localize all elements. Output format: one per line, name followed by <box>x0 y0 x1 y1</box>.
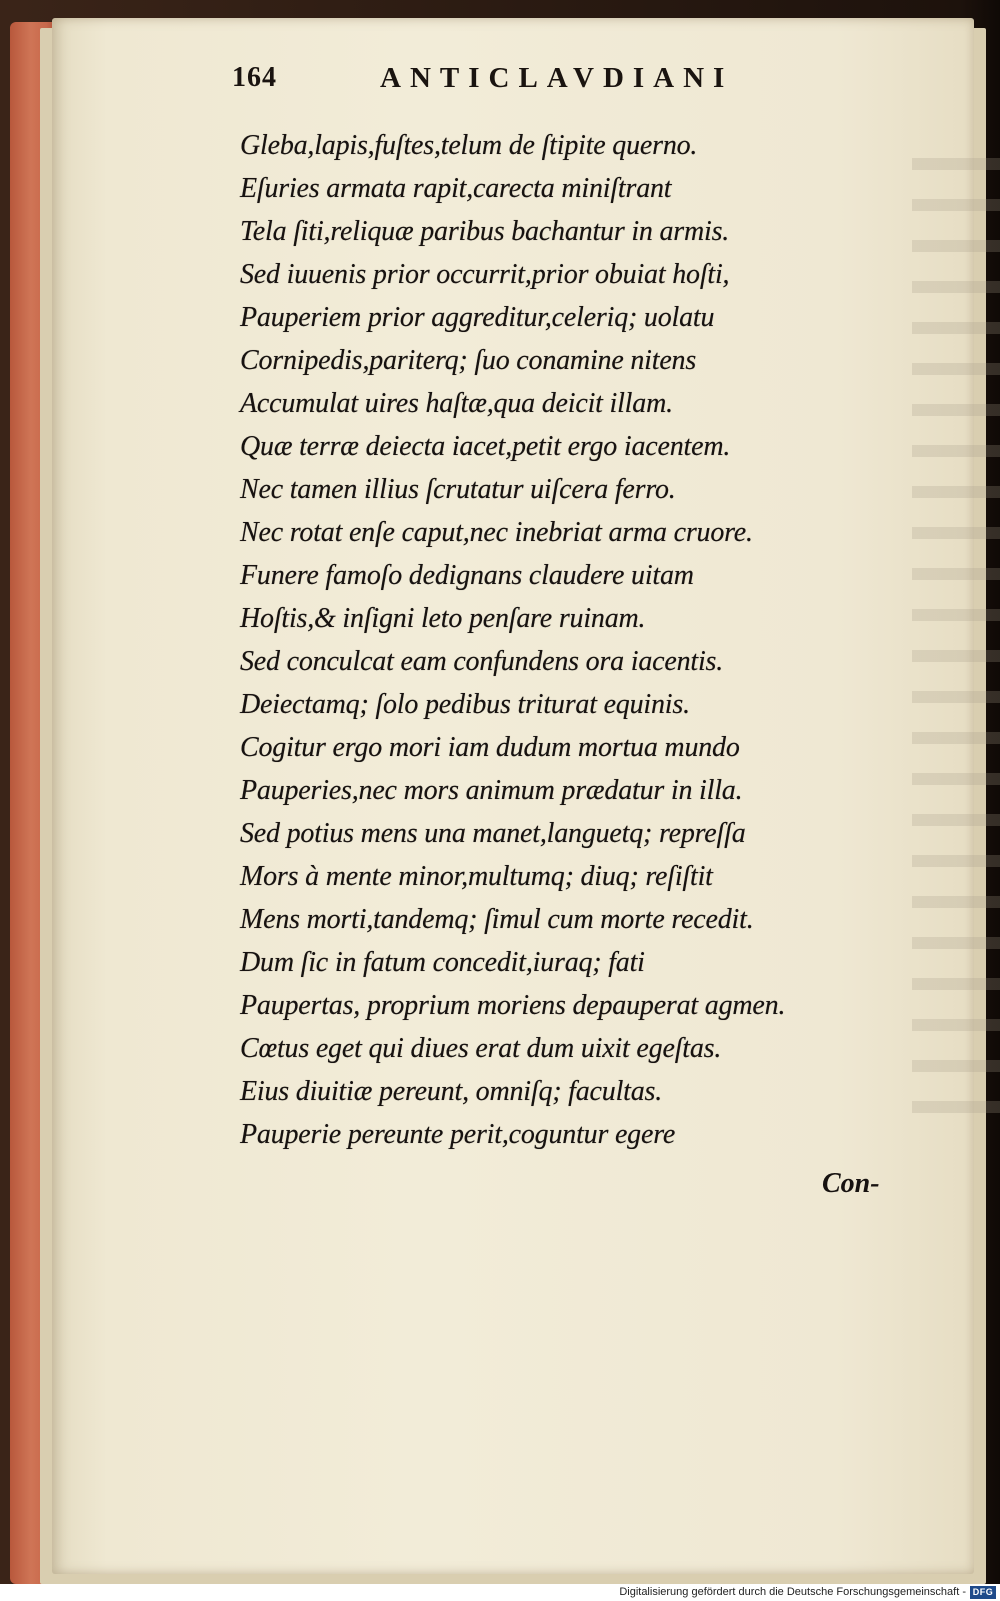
verse-line: Nec rotat enſe caput,nec inebriat arma cruore. <box>240 517 753 548</box>
verse-line: Paupertas, proprium moriens depauperat agmen. <box>240 990 786 1021</box>
verse-line: Deiectamq; ſolo pedibus triturat equinis. <box>240 689 690 720</box>
verse-line: Quæ terræ deiecta iacet,petit ergo iacentem. <box>240 431 731 462</box>
verse-line: Pauperie pereunte perit,coguntur egere <box>240 1119 676 1150</box>
dfg-logo: DFG <box>970 1586 996 1599</box>
verse-line: Hoſtis,& inſigni leto penſare ruinam. <box>240 603 646 634</box>
page-number: 164 <box>232 62 277 93</box>
footer-strip <box>0 1584 1000 1601</box>
verse-line: Cogitur ergo mori iam dudum mortua mundo <box>240 732 740 763</box>
verse-line: Sed iuuenis prior occurrit,prior obuiat hoſti, <box>240 259 730 290</box>
verse-line: Nec tamen illius ſcrutatur uiſcera ferro. <box>240 474 676 505</box>
verse-line: Sed conculcat eam confundens ora iacentis. <box>240 646 724 677</box>
verse-line: Pauperies,nec mors animum prædatur in illa. <box>240 775 743 806</box>
verse-line: Tela ſiti,reliquæ paribus bachantur in armis. <box>240 216 730 247</box>
catchword: Con- <box>822 1168 880 1199</box>
verse-line: Cornipedis,pariterq; ſuo conamine nitens <box>240 345 697 376</box>
verse-line: Eſuries armata rapit,carecta miniſtrant <box>240 173 672 204</box>
verse-line: Mors à mente minor,multumq; diuq; reſiſtit <box>240 861 713 892</box>
verse-line: Accumulat uires haſtæ,qua deicit illam. <box>240 388 673 419</box>
verse-line: Cœtus eget qui diues erat dum uixit egeſtas. <box>240 1033 722 1064</box>
page-header <box>232 62 832 112</box>
funding-credit: Digitalisierung gefördert durch die Deutsche Forschungsgemeinschaft - <box>619 1586 966 1598</box>
running-title: ANTICLAVDIANI <box>380 62 734 94</box>
verse-line: Pauperiem prior aggreditur,celeriq; uolatu <box>240 302 715 333</box>
verse-line: Gleba,lapis,fuſtes,telum de ſtipite querno. <box>240 130 698 161</box>
verse-line: Eius diuitiæ pereunt, omniſq; facultas. <box>240 1076 663 1107</box>
verse-line: Dum ſic in fatum concedit,iuraq; fati <box>240 947 645 978</box>
verse-line: Sed potius mens una manet,languetq; repreſſa <box>240 818 746 849</box>
verse-block <box>240 124 940 1156</box>
verse-line: Mens morti,tandemq; ſimul cum morte recedit. <box>240 904 754 935</box>
verse-line: Funere famoſo dedignans claudere uitam <box>240 560 694 591</box>
